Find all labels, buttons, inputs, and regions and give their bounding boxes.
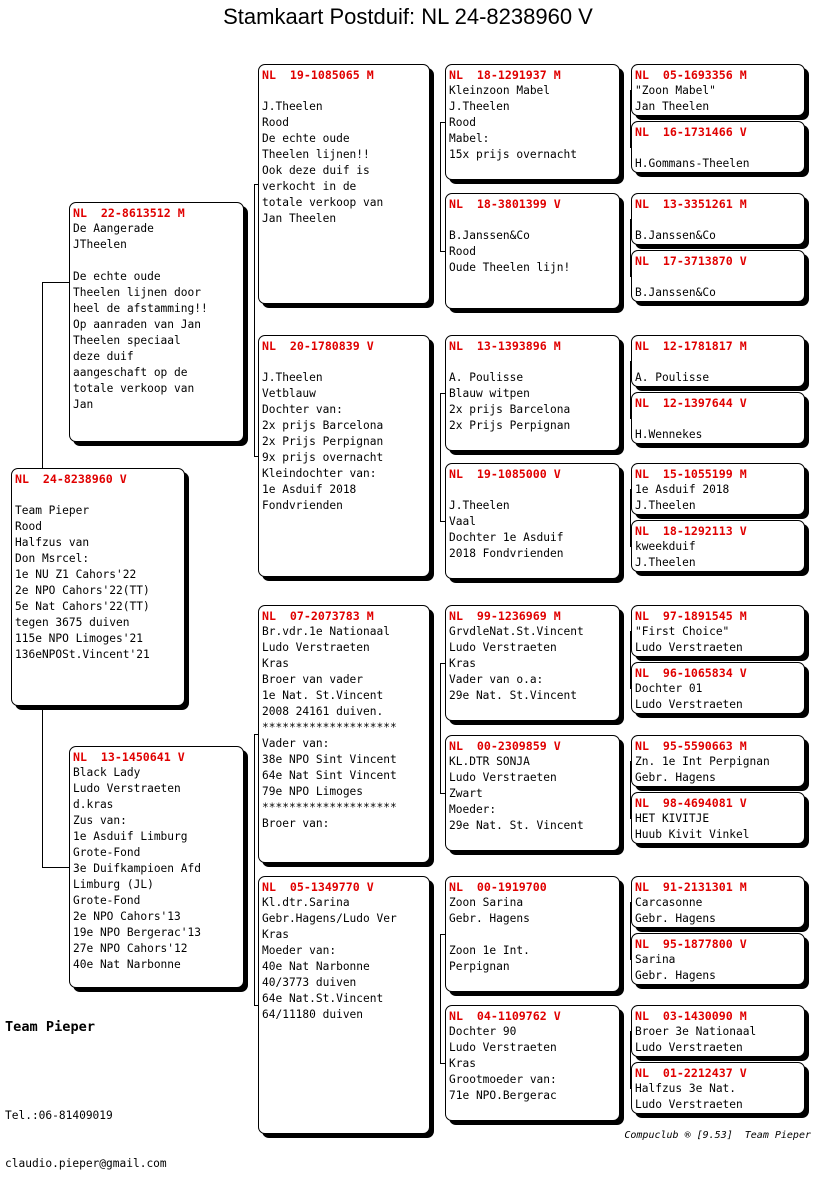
ring-number: NL 00-2309859 V [449, 739, 561, 753]
connector-line [440, 393, 441, 521]
pigeon-card-mm [258, 876, 430, 1134]
pigeon-info-line: Vetblauw [262, 387, 316, 400]
pigeon-info-line [262, 354, 429, 370]
ring-number: NL 98-4694081 V [635, 796, 747, 810]
pigeon-info-line: Ludo Verstraeten [449, 771, 557, 784]
pigeon-info-line: De Aangerade [73, 222, 154, 235]
ring-number: NL 13-1393896 M [449, 339, 561, 353]
pigeon-info-line: 115e NPO Limoges'21 [15, 632, 143, 645]
ring-number: NL 18-1292113 V [635, 524, 747, 538]
pigeon-info-line [635, 140, 804, 156]
pigeon-info-line: Carcasonne [635, 896, 703, 909]
pigeon-info-line: Dochter van: [262, 403, 343, 416]
pigeon-card-g9 [631, 605, 805, 657]
pigeon-info-line: Theelen lijnen!! [262, 148, 370, 161]
ring-number: NL 13-3351261 M [635, 197, 747, 211]
pigeon-info-line: Zwart [449, 787, 483, 800]
pigeon-info-line: 1e Asduif Limburg [73, 830, 188, 843]
pigeon-info-line: 2e NPO Cahors'13 [73, 910, 181, 923]
owner-contact [5, 1076, 167, 1188]
pigeon-info-line: Zoon Sarina [449, 896, 524, 909]
ring-number: NL 16-1731466 V [635, 125, 747, 139]
ring-number: NL 17-3713870 V [635, 254, 747, 268]
pigeon-info-line: Gebr. Hagens [635, 969, 716, 982]
pigeon-info-line: Rood [15, 520, 42, 533]
pigeon-info-line: Kleindochter van: [262, 467, 377, 480]
pigeon-card-g5 [631, 335, 805, 387]
pigeon-info-line: Vaal [449, 515, 476, 528]
pigeon-info-line: Mabel: [449, 132, 490, 145]
owner-name: Team Pieper [5, 1019, 96, 1035]
pigeon-info-line: heel de afstamming!! [73, 302, 208, 315]
pigeon-card-subject [11, 468, 185, 706]
pigeon-info-line: 64e Nat.St.Vincent [262, 992, 384, 1005]
pigeon-info-line: Moeder van: [262, 944, 337, 957]
pigeon-info-line: 79e NPO Limoges [262, 785, 364, 798]
pigeon-info-line: Zoon 1e Int. [449, 944, 530, 957]
pigeon-info-line: J.Theelen [635, 556, 696, 569]
pigeon-info-line: 2x Prijs Perpignan [262, 435, 384, 448]
pigeon-info-line: "First Choice" [635, 625, 730, 638]
pigeon-info-line: Grootmoeder van: [449, 1073, 557, 1086]
pigeon-info-line: Limburg (JL) [73, 878, 154, 891]
pigeon-info-line: Dochter 1e Asduif [449, 531, 564, 544]
pigeon-info-line: 40/3773 duiven [262, 976, 357, 989]
pigeon-info-line: Gebr. Hagens [449, 912, 530, 925]
pigeon-info-line: Kras [262, 657, 289, 670]
pigeon-info-line: Ludo Verstraeten [635, 641, 743, 654]
pigeon-info-line: HET KIVITJE [635, 812, 710, 825]
pigeon-card-ffm [445, 193, 620, 309]
pigeon-info-line: Kleinzoon Mabel [449, 84, 551, 97]
owner-phone: Tel.:06-81409019 [5, 1109, 113, 1122]
pigeon-info-line: 40e Nat Narbonne [262, 960, 370, 973]
pigeon-card-mf [258, 605, 430, 863]
pigeon-info-line: J.Theelen [262, 100, 323, 113]
ring-number: NL 04-1109762 V [449, 1009, 561, 1023]
pigeon-info-line: 1e Asduif 2018 [635, 483, 730, 496]
pigeon-info-line [635, 212, 804, 228]
page-title: Stamkaart Postduif: NL 24-8238960 V [223, 4, 593, 29]
pigeon-info-line: 1e Nat. St.Vincent [262, 689, 384, 702]
pigeon-info-line [635, 354, 804, 370]
pigeon-info-line: Ludo Verstraeten [635, 698, 743, 711]
ring-number: NL 05-1349770 V [262, 880, 374, 894]
pigeon-info-line: 3e Duifkampioen Afd [73, 862, 201, 875]
pigeon-info-line: Moeder: [449, 803, 497, 816]
pigeon-card-mmf [445, 876, 620, 992]
pigeon-card-fmm [445, 463, 620, 579]
pigeon-info-line: Perpignan [449, 960, 510, 973]
pigeon-info-line: 2e NPO Cahors'22(TT) [15, 584, 150, 597]
ring-number: NL 99-1236969 M [449, 609, 561, 623]
pigeon-card-mother [69, 746, 244, 988]
pigeon-card-g8 [631, 520, 805, 572]
pigeon-info-line: Gebr.Hagens/Ludo Ver [262, 912, 397, 925]
connector-line [42, 282, 69, 283]
pigeon-card-mff [445, 605, 620, 721]
ring-number: NL 97-1891545 M [635, 609, 747, 623]
footer-credit: Compuclub ® [9.53] Team Pieper [624, 1130, 811, 1141]
pigeon-info-line: 1e NU Z1 Cahors'22 [15, 568, 137, 581]
pigeon-info-line: Gebr. Hagens [635, 771, 716, 784]
pigeon-info-line: verkocht in de [262, 180, 357, 193]
pigeon-info-line: 40e Nat Narbonne [73, 958, 181, 971]
pigeon-info-line: Jan Theelen [635, 100, 710, 113]
pigeon-card-g4 [631, 250, 805, 302]
pigeon-info-line: 9x prijs overnacht [262, 451, 384, 464]
ring-number: NL 05-1693356 M [635, 68, 747, 82]
pigeon-info-line: totale verkoop van [73, 382, 195, 395]
pigeon-info-line: Gebr. Hagens [635, 912, 716, 925]
pigeon-card-fff [445, 64, 620, 180]
connector-line [440, 663, 441, 793]
pigeon-info-line: Theelen speciaal [73, 334, 181, 347]
pigeon-info-line [635, 411, 804, 427]
pigeon-info-line [635, 269, 804, 285]
pigeon-info-line [449, 212, 619, 228]
pigeon-info-line: Vader van o.a: [449, 673, 544, 686]
pigeon-info-line: 2008 24161 duiven. [262, 705, 384, 718]
pigeon-info-line: 38e NPO Sint Vincent [262, 753, 397, 766]
pigeon-info-line: J.Theelen [262, 371, 323, 384]
pigeon-info-line: Dochter 01 [635, 682, 703, 695]
pigeon-info-line: 2x Prijs Perpignan [449, 419, 571, 432]
pigeon-info-line: Zus van: [73, 814, 127, 827]
pigeon-info-line: deze duif [73, 350, 134, 363]
pigeon-info-line: Kras [449, 1057, 476, 1070]
pigeon-info-line: GrvdleNat.St.Vincent [449, 625, 584, 638]
pigeon-info-line: Vader van: [262, 737, 330, 750]
ring-number: NL 18-1291937 M [449, 68, 561, 82]
pigeon-info-line: Broer van: [262, 817, 330, 830]
pigeon-info-line: ******************** [262, 801, 397, 814]
connector-line [254, 734, 255, 1005]
ring-number: NL 19-1085000 V [449, 467, 561, 481]
pigeon-info-line [449, 927, 619, 943]
pigeon-card-g1 [631, 64, 805, 116]
pigeon-info-line: Ludo Verstraeten [449, 641, 557, 654]
ring-number: NL 24-8238960 V [15, 472, 127, 486]
pigeon-info-line: Broer van vader [262, 673, 364, 686]
connector-line [42, 867, 69, 868]
pigeon-card-g15 [631, 1005, 805, 1057]
ring-number: NL 15-1055199 M [635, 467, 747, 481]
ring-number: NL 03-1430090 M [635, 1009, 747, 1023]
connector-line [440, 122, 441, 251]
pigeon-info-line: Theelen lijnen door [73, 286, 201, 299]
pigeon-info-line: Ook deze duif is [262, 164, 370, 177]
pigeon-info-line: Ludo Verstraeten [635, 1098, 743, 1111]
pigeon-info-line: totale verkoop van [262, 196, 384, 209]
pigeon-card-g16 [631, 1062, 805, 1114]
pigeon-card-ff [258, 64, 430, 304]
pigeon-info-line: tegen 3675 duiven [15, 616, 130, 629]
pigeon-info-line: Black Lady [73, 766, 141, 779]
pigeon-info-line [449, 354, 619, 370]
pigeon-info-line: Huub Kivit Vinkel [635, 828, 750, 841]
pigeon-card-mfm [445, 735, 620, 851]
ring-number: NL 07-2073783 M [262, 609, 374, 623]
pigeon-info-line: Fondvrienden [262, 499, 343, 512]
ring-number: NL 00-1919700 [449, 880, 547, 894]
pigeon-info-line: JTheelen [73, 238, 127, 251]
pigeon-info-line: J.Theelen [449, 100, 510, 113]
pigeon-info-line: Grote-Fond [73, 846, 141, 859]
pigeon-info-line: De echte oude [73, 270, 161, 283]
pigeon-info-line: B.Janssen&Co [635, 229, 716, 242]
pigeon-info-line: 136eNPOSt.Vincent'21 [15, 648, 150, 661]
pigeon-info-line: Halfzus 3e Nat. [635, 1082, 737, 1095]
pigeon-info-line: d.kras [73, 798, 114, 811]
pigeon-info-line [15, 487, 184, 503]
pigeon-info-line: A. Poulisse [635, 371, 710, 384]
pigeon-info-line: Blauw witpen [449, 387, 530, 400]
pigeon-info-line: Dochter 90 [449, 1025, 517, 1038]
pigeon-info-line: Zn. 1e Int Perpignan [635, 755, 770, 768]
pigeon-info-line: aangeschaft op de [73, 366, 188, 379]
pigeon-info-line: 29e Nat. St.Vincent [449, 689, 577, 702]
ring-number: NL 13-1450641 V [73, 750, 185, 764]
pigeon-info-line: H.Wennekes [635, 428, 703, 441]
pigeon-card-g6 [631, 392, 805, 444]
pigeon-info-line: 15x prijs overnacht [449, 148, 577, 161]
pigeon-info-line: Ludo Verstraeten [449, 1041, 557, 1054]
ring-number: NL 18-3801399 V [449, 197, 561, 211]
pigeon-info-line: 2018 Fondvrienden [449, 547, 564, 560]
pigeon-info-line: Rood [449, 116, 476, 129]
pigeon-info-line: Jan [73, 398, 94, 411]
pigeon-info-line: Kras [262, 928, 289, 941]
pigeon-card-g3 [631, 193, 805, 245]
pigeon-info-line: Ludo Verstraeten [73, 782, 181, 795]
pigeon-info-line: J.Theelen [449, 499, 510, 512]
pigeon-info-line: KL.DTR SONJA [449, 755, 530, 768]
pigeon-info-line: 64/11180 duiven [262, 1008, 364, 1021]
pigeon-card-g2 [631, 121, 805, 173]
ring-number: NL 91-2131301 M [635, 880, 747, 894]
pigeon-info-line: 64e Nat Sint Vincent [262, 769, 397, 782]
pigeon-info-line: 29e Nat. St. Vincent [449, 819, 584, 832]
pigeon-info-line: Halfzus van [15, 536, 90, 549]
ring-number: NL 19-1085065 M [262, 68, 374, 82]
pigeon-info-line: kweekduif [635, 540, 696, 553]
pigeon-info-line: H.Gommans-Theelen [635, 157, 750, 170]
ring-number: NL 95-5590663 M [635, 739, 747, 753]
connector-line [254, 184, 255, 456]
pigeon-info-line: 2x prijs Barcelona [449, 403, 571, 416]
pigeon-info-line: Don Msrcel: [15, 552, 90, 565]
ring-number: NL 96-1065834 V [635, 666, 747, 680]
pigeon-info-line: Oude Theelen lijn! [449, 261, 571, 274]
pigeon-card-g13 [631, 876, 805, 928]
connector-line [440, 934, 441, 1063]
pigeon-info-line: 2x prijs Barcelona [262, 419, 384, 432]
pigeon-info-line: 5e Nat Cahors'22(TT) [15, 600, 150, 613]
pigeon-info-line: Broer 3e Nationaal [635, 1025, 757, 1038]
pigeon-info-line: 71e NPO.Bergerac [449, 1089, 557, 1102]
pigeon-info-line: Sarina [635, 953, 676, 966]
pigeon-info-line: Grote-Fond [73, 894, 141, 907]
pigeon-info-line: Op aanraden van Jan [73, 318, 201, 331]
ring-number: NL 95-1877800 V [635, 937, 747, 951]
pigeon-info-line: Rood [449, 245, 476, 258]
pigeon-info-line: 19e NPO Bergerac'13 [73, 926, 201, 939]
pigeon-card-g10 [631, 662, 805, 714]
pigeon-card-g12 [631, 792, 805, 844]
pigeon-card-father [69, 202, 244, 442]
pigeon-card-g14 [631, 933, 805, 985]
pigeon-info-line: 27e NPO Cahors'12 [73, 942, 188, 955]
pigeon-info-line: A. Poulisse [449, 371, 524, 384]
pigeon-card-fmf [445, 335, 620, 451]
pigeon-info-line: Ludo Verstraeten [635, 1041, 743, 1054]
pigeon-info-line: Kl.dtr.Sarina [262, 896, 350, 909]
ring-number: NL 12-1781817 M [635, 339, 747, 353]
ring-number: NL 12-1397644 V [635, 396, 747, 410]
pigeon-info-line: B.Janssen&Co [449, 229, 530, 242]
pigeon-info-line: Ludo Verstraeten [262, 641, 370, 654]
pigeon-info-line: Jan Theelen [262, 212, 337, 225]
ring-number: NL 01-2212437 V [635, 1066, 747, 1080]
pigeon-info-line: ******************** [262, 721, 397, 734]
pigeon-info-line [449, 482, 619, 498]
pigeon-info-line: Team Pieper [15, 504, 90, 517]
pigeon-info-line [73, 253, 243, 269]
pigeon-info-line: J.Theelen [635, 499, 696, 512]
ring-number: NL 20-1780839 V [262, 339, 374, 353]
pigeon-info-line: "Zoon Mabel" [635, 84, 716, 97]
pigeon-info-line: Rood [262, 116, 289, 129]
pigeon-card-fm [258, 335, 430, 577]
pigeon-info-line: Kras [449, 657, 476, 670]
pigeon-info-line: Br.vdr.1e Nationaal [262, 625, 390, 638]
pigeon-info-line: B.Janssen&Co [635, 286, 716, 299]
owner-email: claudio.pieper@gmail.com [5, 1157, 167, 1170]
pigeon-card-mmm [445, 1005, 620, 1121]
ring-number: NL 22-8613512 M [73, 206, 185, 220]
pigeon-card-g7 [631, 463, 805, 515]
pigeon-info-line: 1e Asduif 2018 [262, 483, 357, 496]
pigeon-info-line [262, 83, 429, 99]
pigeon-info-line: De echte oude [262, 132, 350, 145]
pigeon-card-g11 [631, 735, 805, 787]
